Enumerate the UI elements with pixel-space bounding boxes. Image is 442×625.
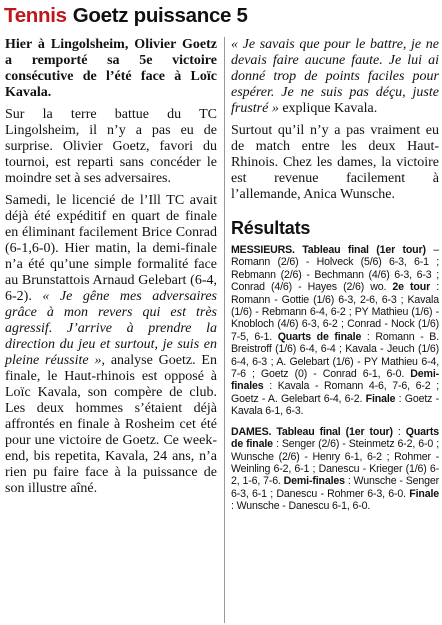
results-men-final: : Goetz - Kavala 6-1, 6-3. [231,392,439,418]
results-men-qf-label: Quarts de finale [272,330,362,343]
article-lead: Hier à Lingolsheim, Olivier Goetz a remporté sa 5e victoire consécutive de l’été face à Loïc Kavala. [5,37,217,100]
results-women-sf: : Wunsche - Senger 6-3, 6-1 ; Danescu - Rohmer 6-3, 6-0. [231,475,439,500]
results-men-sf: : Kavala - Romann 4-6, 7-6, 6-2 ; Goetz - A. Gelebart 6-4, 6-2. [231,380,439,405]
headline [4,3,440,29]
article-paragraph-2-end: , analyse Goetz. En finale, le Haut-rhinois est opposé à Loïc Kavala, son compère de club. Les deux hommes s’étaient déjà affrontés en finale à Rosheim cet été pour une victoire de Goetz. Ce week-end, bis repetita, Kavala, 24 ans, n’a rien pu faire face à la puissance de son illustre aîné. [5,353,217,496]
results-women [231,426,439,513]
results-women-qf: : Senger (2/6) - Steinmetz 6-2, 6-0 ; Wunsche (2/6) - Henry 6-1, 6-2 ; Rohmer - Weinling 6-2, 6-1 ; Danescu - Krieger (1/6) 6-2, 1-6, 7-6. [231,438,439,488]
article-column-right [231,37,439,521]
article-paragraph-1: Sur la terre battue du TC Lingolsheim, il n’y a pas eu de surprise. Olivier Goetz, favori du tournoi, est reparti sans concéder le moindre set à ses adversaires. [5,107,217,186]
article-paragraph-2 [5,193,217,497]
headline-title: Goetz puissance 5 [72,4,248,27]
results-men-final-label: Finale [362,392,396,405]
article-paragraph-4: Surtout qu’il n’y a pas vraiment eu de match entre les deux Haut-Rhinois. Chez les dames, la victoire est revenue facilement à l’allemande, Anica Wunsche. [231,123,439,202]
article-column-left [5,37,217,503]
results-women-heading: DAMES. Tableau final (1er tour) [231,425,393,438]
headline-kicker: Tennis [4,4,67,27]
goetz-quote: « Je gêne mes adversaires grâce à mon revers qui est très agressif. J’arrive à prendre la direction du jeu et surtout, je suis en pleine réussite » [5,289,217,368]
kavala-quote: « Je savais que pour le battre, je ne devais faire aucune faute. Je lui ai donné trop de points faciles pour espérer. Je ne suis pas déçu, juste frustré » [231,37,439,116]
results-men [231,244,439,418]
article-paragraph-2-text: Samedi, le licencié de l’Ill TC avait déjà été expéditif en quart de finale en éliminant facilement Brice Conrad (6-1,6-0). Hier matin, la demi-finale n’a été qu’une simple formalité face au Brunstattois Arnaud Gelebart (6-4, 6-2). [5,193,217,304]
article-paragraph-3 [231,37,439,117]
results-women-qf-label: Quarts de finale [231,425,439,451]
article-paragraph-3-end: explique Kavala. [278,101,378,116]
results-women-final: : Wunsche - Danescu 6-1, 6-0. [231,500,371,513]
results-men-sf-label: Demi-finales [231,368,439,393]
results-women-final-label: Finale [405,487,439,500]
results-men-r2: : Romann - Gottie (1/6) 6-3, 2-6, 6-3 ; Kavala (1/6) - Rebmann 6-4, 6-2 ; PY Mathieu (1/6) - Knobloch (4/6) 6-3, 6-2 ; Conrad - Nock (1/6) 7-5, 6-1. [231,281,439,343]
results-women-sep: : [392,425,406,438]
results-men-qf: : Romann - B. Breistroff (1/6) 6-4, 6-4 ; Kavala - Jeuch (1/6) 6-4, 6-3 ; A. Gelebart (1/6) - PY Mathieu 6-4, 7-6 ; Goetz (0) - Conrad 6-1, 6-0. [231,330,439,381]
column-divider [224,37,225,623]
results-women-sf-label: Demi-finales [280,475,345,488]
results-men-r1: – Romann (2/6) - Holveck (5/6) 6-3, 6-1 ; Rebmann (2/6) - Bechmann (4/6) 6-3, 6-3 ; Conrad (4/6) - Hayes (2/6) wo. [231,244,439,294]
results-title: Résultats [231,218,311,238]
results-men-heading: MESSIEURS. Tableau final (1er tour) [231,244,426,256]
results-men-r2-label: 2e tour [386,281,431,294]
